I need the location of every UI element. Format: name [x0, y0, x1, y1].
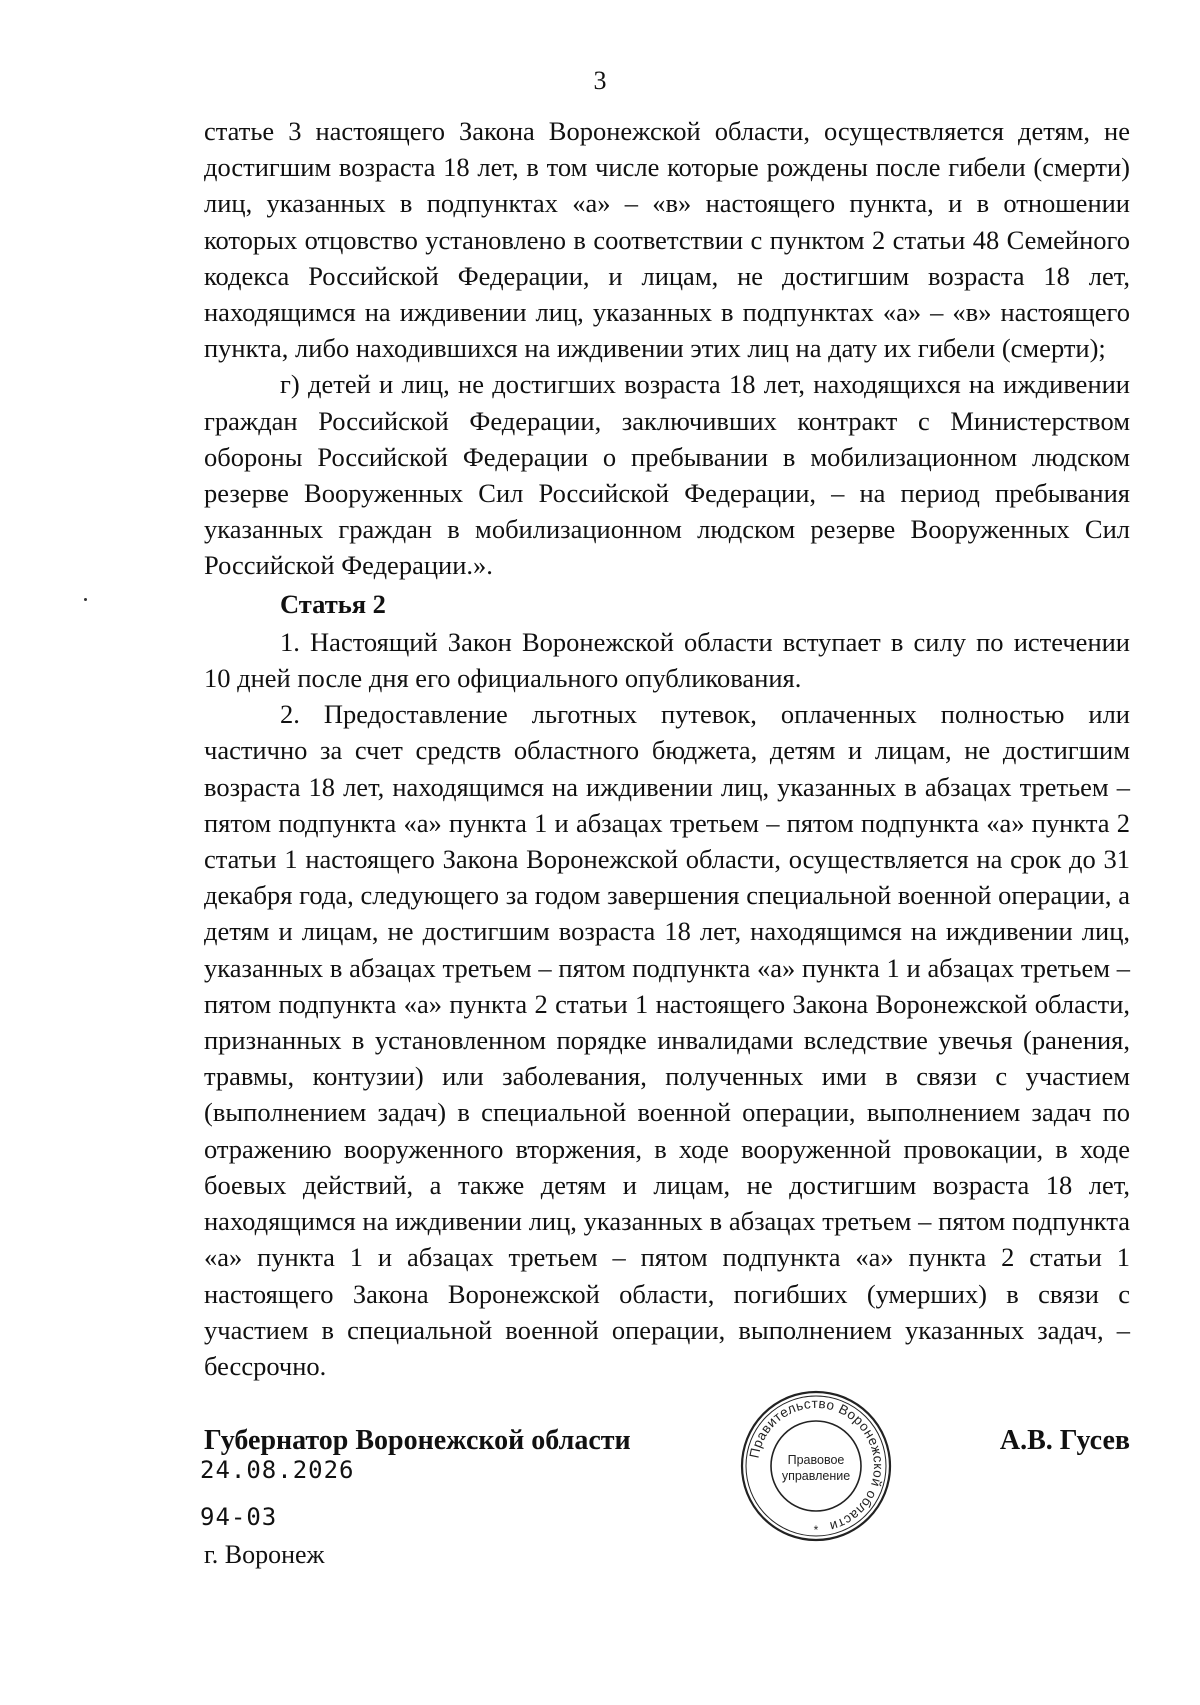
document-body	[204, 113, 1130, 1384]
signature-name: А.В. Гусев	[999, 1425, 1130, 1456]
paragraph-continuation: статье 3 настоящего Закона Воронежской области, осуществляется детям, не достигшим возраста 18 лет, в том числе которые рождены после гибели (смерти) лиц, указанных в подпунктах «а» – «в» настоящего пункта, и в отношении которых отцовство установлено в соответствии с пунктом 2 статьи 48 Семейного кодекса Российской Федерации, и лицам, не достигшим возраста 18 лет, находящимся на иждивении лиц, указанных в подпунктах «а» – «в» настоящего пункта, либо находившихся на иждивении этих лиц на дату их гибели (смерти);	[204, 116, 1130, 364]
registration-number: 94-03	[200, 1503, 278, 1531]
article-heading: Статья 2	[280, 588, 386, 619]
seal-center-line-1: Правовое	[787, 1453, 845, 1467]
legal-department-seal	[738, 1388, 894, 1544]
registration-date: 24.08.2026	[200, 1456, 355, 1484]
paragraph-item-1: 1. Настоящий Закон Воронежской области вступает в силу по истечении 10 дней после дня его официального опубликования.	[204, 626, 1130, 694]
page-number: 3	[593, 66, 607, 95]
paragraph-item-2: 2. Предоставление льготных путевок, оплаченных полностью или частично за счет средств областного бюджета, детям и лицам, не достигшим возраста 18 лет, находящимся на иждивении лиц, указанных в абзацах третьем – пятом подпункта «а» пункта 1 и абзацах третьем – пятом подпункта «а» пункта 2 статьи 1 настоящего Закона Воронежской области, осуществляется на срок до 31 декабря года, следующего за годом завершения специальной военной операции, а детям и лицам, не достигшим возраста 18 лет, находящимся на иждивении лиц, указанных в абзацах третьем – пятом подпункта «а» пункта 1 и абзацах третьем – пятом подпункта «а» пункта 2 статьи 1 настоящего Закона Воронежской области, признанных в установленном порядке инвалидами вследствие увечья (ранения, травмы, контузии) или заболевания, полученных ими в связи с участием (выполнением задач) в специальной военной операции, выполнением задач по отражению вооруженного вторжения, в ходе вооруженной провокации, в ходе боевых действий, а также детям и лицам, не достигшим возраста 18 лет, находящимся на иждивении лиц, указанных в абзацах третьем – пятом подпункта «а» пункта 1 и абзацах третьем – пятом подпункта «а» пункта 2 статьи 1 настоящего Закона Воронежской области, погибших (умерших) в связи с участием в специальной военной операции, выполнением указанных задач, – бессрочно.	[204, 699, 1130, 1381]
margin-speck	[84, 598, 87, 601]
signing-city: г. Воронеж	[204, 1540, 325, 1569]
seal-ring-text: Правительство Воронежской области	[746, 1395, 887, 1535]
signature-title: Губернатор Воронежской области	[204, 1425, 631, 1456]
paragraph-subitem-g: г) детей и лиц, не достигших возраста 18 лет, находящихся на иждивении граждан Российской Федерации, заключивших контракт с Министерством обороны Российской Федерации о пребывании в мобилизационном людском резерве Вооруженных Сил Российской Федерации, – на период пребывания указанных граждан в мобилизационном людском резерве Вооруженных Сил Российской Федерации.».	[204, 369, 1130, 581]
seal-center-line-2: управление	[781, 1469, 851, 1483]
seal-star: *	[813, 1523, 819, 1537]
